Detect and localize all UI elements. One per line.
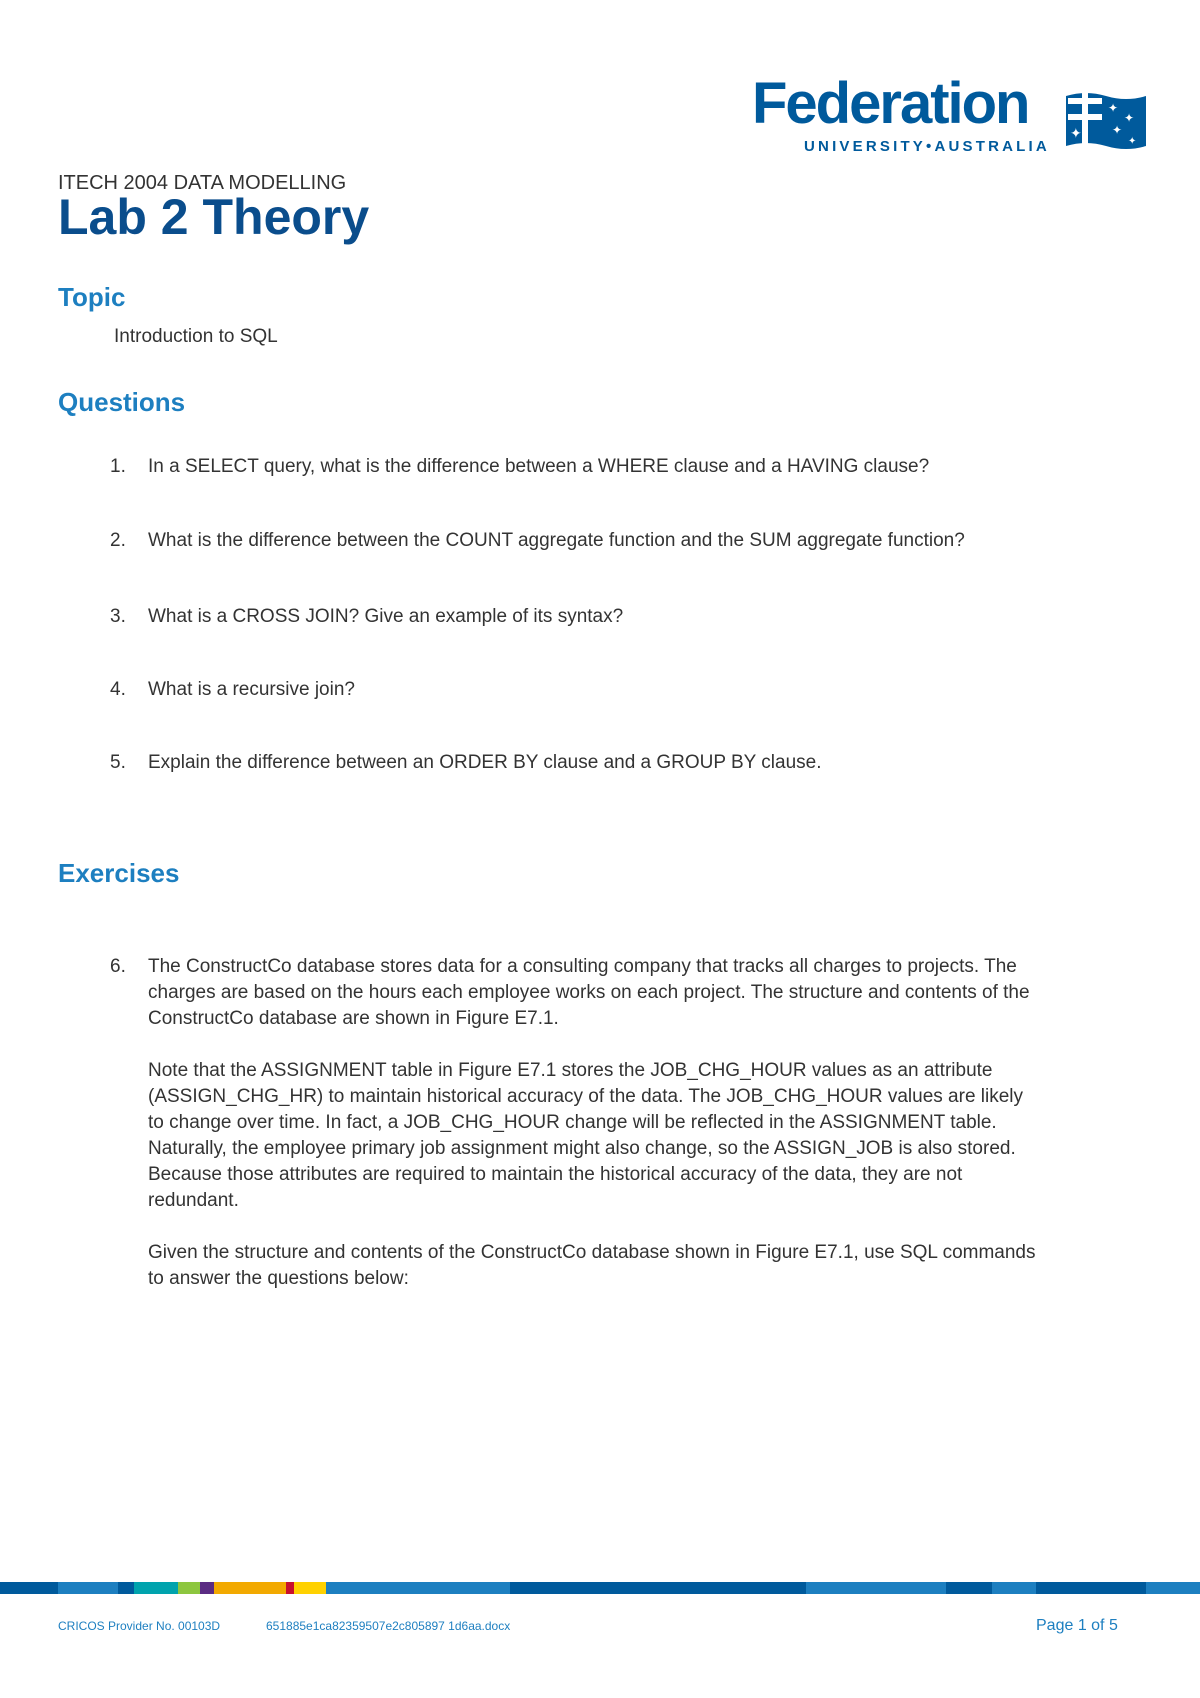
cricos-provider-number: CRICOS Provider No. 00103D <box>58 1619 221 1633</box>
exercise-paragraph: The ConstructCo database stores data for a consulting company that tracks all charges to projects. The charges are based on the hours each employee works on each project. The structure and contents of the ConstructCo database are shown in Figure E7.1. <box>148 956 1030 1029</box>
logo-wordmark: Federation <box>752 71 1029 136</box>
topic-heading: Topic <box>58 282 126 312</box>
svg-text:✦: ✦ <box>1108 101 1119 115</box>
flag-icon <box>1064 88 1148 154</box>
course-code: ITECH 2004 DATA MODELLING <box>58 172 347 194</box>
svg-text:✦: ✦ <box>1128 136 1137 147</box>
questions-heading: Questions <box>58 387 186 417</box>
question-text: What is the difference between the COUNT aggregate function and the SUM aggregate function? <box>148 530 965 551</box>
svg-text:✦: ✦ <box>1112 123 1123 137</box>
question-text: What is a CROSS JOIN? Give an example of its syntax? <box>148 606 624 627</box>
question-number: 2. <box>110 530 126 551</box>
document-filename: 651885e1ca82359507e2c805897 1d6aa.docx <box>266 1619 511 1633</box>
page-title: Lab 2 Theory <box>58 189 370 245</box>
svg-text:✦: ✦ <box>1070 126 1082 142</box>
question-text: What is a recursive join? <box>148 679 355 700</box>
svg-text:✦: ✦ <box>1124 111 1135 125</box>
exercise-paragraph: Note that the ASSIGNMENT table in Figure E7.1 stores the JOB_CHG_HOUR values as an attribute (ASSIGN_CHG_HR) to maintain historical accuracy of the data. The JOB_CHG_HOUR values are likely to change over time. In fact, a JOB_CHG_HOUR change will be reflected in the ASSIGNMENT table. Naturally, the employee primary job assignment might also change, so the ASSIGN_JOB is also stored. Because those attributes are required to maintain the historical accuracy of the data, they are not redundant. <box>148 1060 1024 1211</box>
question-number: 1. <box>110 456 126 477</box>
question-number: 4. <box>110 679 126 700</box>
exercise-paragraph: Given the structure and contents of the ConstructCo database shown in Figure E7.1, use SQL commands to answer the questions below: <box>148 1242 1036 1289</box>
footer-color-bar <box>0 1582 1200 1594</box>
logo-subtitle: UNIVERSITY•AUSTRALIA <box>804 138 1050 155</box>
federation-university-logo <box>752 71 1148 160</box>
question-text: In a SELECT query, what is the difference between a WHERE clause and a HAVING clause? <box>148 456 930 477</box>
exercises-heading: Exercises <box>58 858 180 888</box>
exercise-number: 6. <box>110 956 126 977</box>
question-number: 3. <box>110 606 126 627</box>
question-text: Explain the difference between an ORDER BY clause and a GROUP BY clause. <box>148 752 822 773</box>
question-number: 5. <box>110 752 126 773</box>
topic-text: Introduction to SQL <box>114 326 278 347</box>
page-number: Page 1 of 5 <box>1036 1617 1118 1634</box>
